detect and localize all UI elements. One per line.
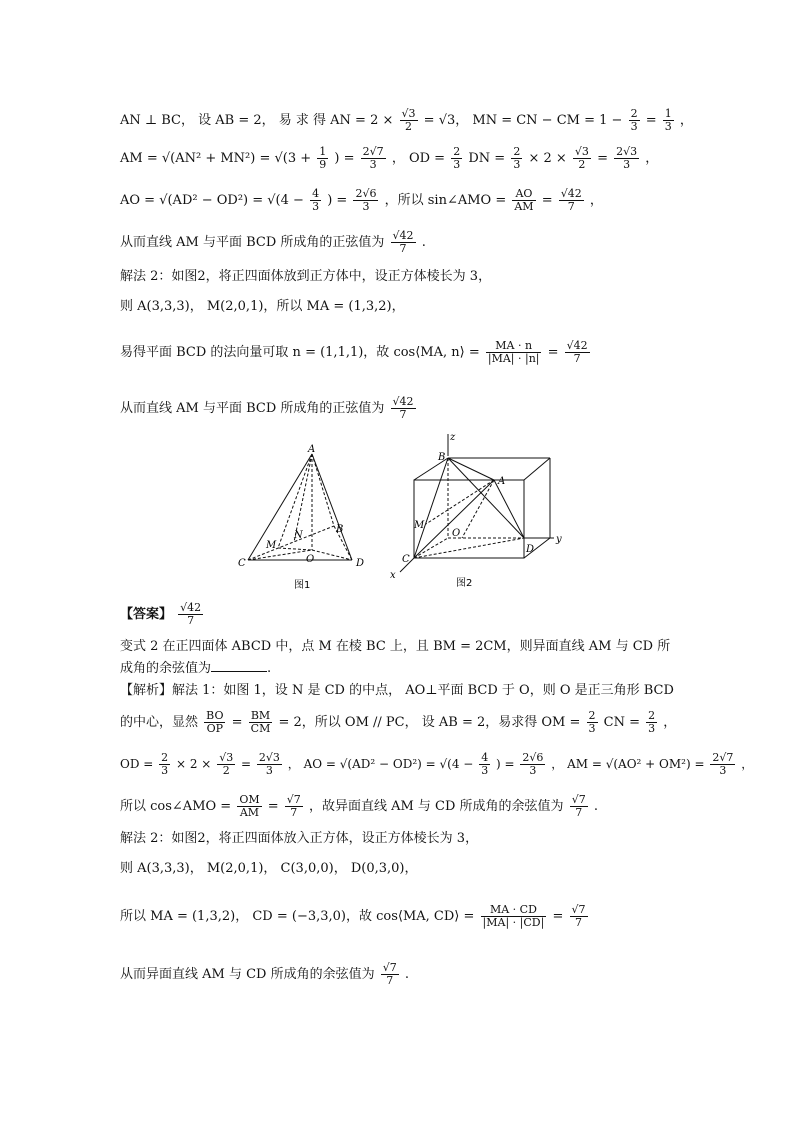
- fraction: $\frac{2√3}{3}$: [616, 145, 638, 171]
- cube-front-face: [414, 480, 524, 558]
- fraction: $\frac{1}{9}$: [319, 145, 327, 171]
- solution-line-3: [120, 188, 603, 213]
- label-m: M: [266, 540, 277, 551]
- text: .: [593, 799, 598, 814]
- segment-ao: [462, 480, 494, 538]
- text: ) =: [327, 193, 348, 208]
- fraction: $\frac{2}{3}$: [161, 751, 169, 777]
- label-d: D: [526, 544, 535, 555]
- text: 易得平面 BCD 的法向量可取 n = (1,1,1)，故 cos⟨MA, n⟩ =: [120, 345, 480, 360]
- text: ，: [679, 113, 693, 128]
- solution-line-7: [120, 340, 592, 365]
- fraction: $\frac{2√7}{3}$: [362, 145, 384, 171]
- solution-line-1: [120, 108, 693, 133]
- text: 从而直线 AM 与平面 BCD 所成角的正弦值为: [120, 401, 385, 416]
- text: ， AO = √(AD² − OD²) = √(4 −: [287, 757, 474, 771]
- text: ) =: [334, 151, 355, 166]
- text: =: [267, 799, 279, 814]
- fraction: $\frac{2√3}{3}$: [258, 751, 280, 777]
- label-z: z: [450, 432, 456, 443]
- fraction: $\frac{2}{3}$: [630, 107, 638, 133]
- solution-line-8: [120, 396, 418, 421]
- text: AO = √(AD² − OD²) = √(4 −: [120, 193, 304, 208]
- fraction: $\frac{2√7}{3}$: [712, 751, 734, 777]
- text: DN =: [468, 151, 506, 166]
- analysis-line-3: [120, 752, 753, 777]
- figure-1-tetrahedron: [232, 442, 382, 592]
- fraction: $\frac{√3}{2}$: [219, 751, 234, 777]
- text: ，: [645, 151, 659, 166]
- text: AN ⊥ BC， 设 AB = 2， 易 求 得 AN = 2 ×: [120, 113, 394, 128]
- label-b: B: [438, 452, 446, 463]
- fraction: $\frac{√42}{7}$: [180, 601, 202, 627]
- edge-ac: [248, 454, 312, 560]
- fraction: $\frac{2}{3}$: [453, 145, 461, 171]
- tetra-edge-bc: [414, 458, 448, 558]
- analysis-line-4: [120, 794, 598, 819]
- text: =: [597, 151, 608, 166]
- fraction: $\frac{2√6}{3}$: [522, 751, 544, 777]
- fraction: $\frac{√7}{7}$: [571, 793, 586, 819]
- analysis-line-7: [120, 904, 590, 929]
- text: 所以 cos∠AMO =: [120, 799, 232, 814]
- tetra-edge-ba: [448, 458, 494, 480]
- analysis-line-1: 【解析】解法 1：如图 1，设 N 是 CD 的中点， AO⊥平面 BCD 于 O，则 O 是正三角形 BCD: [120, 683, 674, 698]
- label-d: D: [356, 558, 365, 569]
- solution-line-4: [120, 230, 426, 255]
- segment-od: [312, 550, 352, 560]
- text: ，: [663, 715, 677, 730]
- tetra-edge-cd: [414, 538, 524, 558]
- label-a: A: [308, 444, 316, 455]
- label-b: B: [336, 524, 344, 535]
- text: =: [552, 909, 564, 924]
- label-y: y: [556, 534, 562, 545]
- segment-am: [426, 480, 494, 524]
- edge-cb: [248, 526, 334, 560]
- text: = √3， MN = CN − CM = 1 −: [423, 113, 623, 128]
- text: 所以 MA = (1,3,2)， CD = (−3,3,0)，故 cos⟨MA, CD⟩ =: [120, 909, 475, 924]
- fraction: $\frac{4}{3}$: [312, 187, 320, 213]
- cube-edge: [524, 458, 550, 480]
- fraction: $\frac{MA \cdot CD}{|MA| \cdot |CD|}$: [482, 903, 545, 929]
- text: ，所以 sin∠AMO =: [384, 193, 507, 208]
- edge-ab: [312, 454, 334, 526]
- analysis-line-8: [120, 962, 409, 987]
- text: 从而异面直线 AM 与 CD 所成角的余弦值为: [120, 967, 375, 982]
- text: =: [231, 715, 243, 730]
- fraction: $\frac{2√6}{3}$: [355, 187, 377, 213]
- fraction: $\frac{√7}{7}$: [382, 961, 397, 987]
- text: ，: [589, 193, 603, 208]
- label-o: O: [306, 554, 315, 565]
- text: AM = √(AN² + MN²) = √(3 +: [120, 151, 312, 166]
- fraction: $\frac{√42}{7}$: [566, 339, 588, 365]
- segment-an: [294, 454, 312, 542]
- text: × 2 ×: [528, 151, 567, 166]
- text: 从而直线 AM 与平面 BCD 所成角的正弦值为: [120, 235, 385, 250]
- fraction: $\frac{OM}{AM}$: [239, 793, 260, 819]
- text: ， OD =: [391, 151, 446, 166]
- text: ， AM = √(AO² + OM²) =: [551, 757, 705, 771]
- caption-fig1: 图1: [294, 580, 311, 591]
- fraction: $\frac{2}{3}$: [588, 709, 596, 735]
- text: .: [267, 661, 272, 676]
- segment-mo: [278, 548, 312, 550]
- text: =: [547, 345, 559, 360]
- figure-2-cube: [386, 428, 572, 592]
- tetra-edge-ac: [414, 480, 494, 558]
- text: ) =: [496, 757, 515, 771]
- label-a: A: [498, 476, 506, 487]
- analysis-line-5: 解法 2：如图2，将正四面体放入正方体，设正方体棱长为 3，: [120, 831, 479, 846]
- solution-line-5: 解法 2：如图2，将正四面体放到正方体中，设正方体棱长为 3，: [120, 269, 492, 284]
- text: ，故异面直线 AM 与 CD 所成角的余弦值为: [308, 799, 564, 814]
- fraction: $\frac{2}{3}$: [513, 145, 521, 171]
- text: ，: [741, 757, 754, 771]
- answer-label: 【答案】: [120, 607, 173, 622]
- label-m: M: [414, 520, 425, 531]
- fraction: $\frac{4}{3}$: [481, 751, 489, 777]
- text: CN =: [603, 715, 641, 730]
- analysis-line-6: 则 A(3,3,3)， M(2,0,1)， C(3,0,0)， D(0,3,0)，: [120, 861, 418, 876]
- fraction: $\frac{√42}{7}$: [392, 395, 414, 421]
- text: × 2 ×: [175, 757, 212, 771]
- caption-fig2: 图2: [456, 578, 473, 589]
- fraction: $\frac{√42}{7}$: [560, 187, 582, 213]
- text: 成角的余弦值为: [120, 661, 212, 676]
- variant-line-2: [120, 660, 271, 678]
- segment-co: [248, 550, 312, 560]
- text: =: [645, 113, 657, 128]
- solution-line-6: 则 A(3,3,3)， M(2,0,1)，所以 MA = (1,3,2)，: [120, 299, 405, 314]
- fraction: $\frac{BO}{OP}$: [206, 709, 224, 735]
- text: .: [404, 967, 410, 982]
- text: =: [241, 757, 252, 771]
- edge-ad: [312, 454, 352, 560]
- answer-line: [120, 602, 205, 627]
- text: .: [421, 235, 426, 250]
- analysis-line-2: [120, 710, 676, 735]
- fraction: $\frac{MA \cdot n}{|MA| \cdot |n|}$: [487, 339, 540, 365]
- solution-line-2: [120, 146, 658, 171]
- label-c: C: [402, 554, 410, 565]
- fraction: $\frac{AO}{AM}$: [514, 187, 534, 213]
- text: OD =: [120, 757, 154, 771]
- text: =: [541, 193, 553, 208]
- tetra-edge-ad: [494, 480, 524, 538]
- variant-line-1: 变式 2 在正四面体 ABCD 中，点 M 在棱 BC 上，且 BM = 2CM，则异面直线 AM 与 CD 所: [120, 639, 671, 654]
- label-o: O: [452, 528, 461, 539]
- label-x: x: [390, 570, 396, 581]
- label-c: C: [238, 558, 246, 569]
- tetra-edge-bd: [448, 458, 524, 538]
- fraction: $\frac{√7}{7}$: [286, 793, 301, 819]
- text: = 2，所以 OM // PC， 设 AB = 2，易求得 OM =: [278, 715, 581, 730]
- fraction: $\frac{1}{3}$: [664, 107, 672, 133]
- fraction: $\frac{√3}{2}$: [574, 145, 589, 171]
- fraction: $\frac{√3}{2}$: [401, 107, 416, 133]
- fraction: $\frac{√42}{7}$: [392, 229, 414, 255]
- fraction: $\frac{2}{3}$: [648, 709, 656, 735]
- label-n: N: [294, 530, 303, 541]
- answer-blank: [211, 671, 267, 672]
- text: 的中心，显然: [120, 715, 199, 730]
- fraction: $\frac{√7}{7}$: [571, 903, 586, 929]
- fraction: $\frac{BM}{CM}$: [250, 709, 271, 735]
